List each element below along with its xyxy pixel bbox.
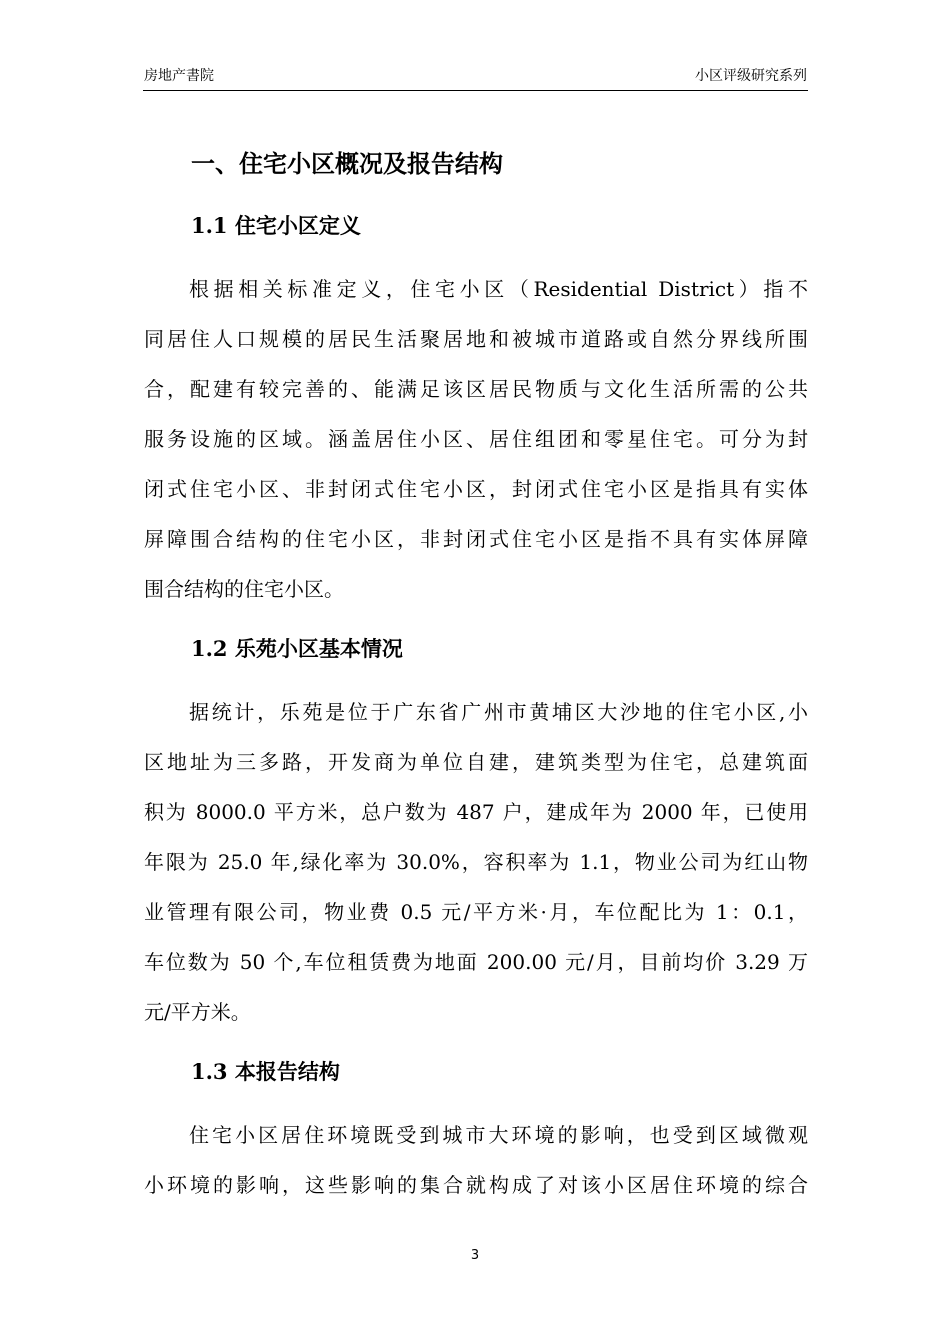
header-right-text: 小区评级研究系列 xyxy=(695,68,807,84)
section-heading-1-1: 1.1 住宅小区定义 xyxy=(191,213,361,238)
text-line: 住宅小区居住环境既受到城市大环境的影响，也受到区域微观 xyxy=(189,1123,808,1147)
text-line: 车位数为 50 个,车位租赁费为地面 200.00 元/月，目前均价 3.29 万 xyxy=(144,950,808,974)
text-line: 屏障围合结构的住宅小区，非封闭式住宅小区是指不具有实体屏障 xyxy=(144,527,808,551)
section-heading-1-3: 1.3 本报告结构 xyxy=(191,1059,340,1084)
text-line: 同居住人口规模的居民生活聚居地和被城市道路或自然分界线所围 xyxy=(144,327,808,351)
text-line: 小环境的影响，这些影响的集合就构成了对该小区居住环境的综合 xyxy=(144,1173,808,1197)
text-line: 合，配建有较完善的、能满足该区居民物质与文化生活所需的公共 xyxy=(144,377,808,401)
text-line: 业管理有限公司，物业费 0.5 元/平方米·月，车位配比为 1：0.1， xyxy=(144,900,808,924)
header-left-text: 房地产書院 xyxy=(144,68,214,84)
chapter-heading: 一、住宅小区概况及报告结构 xyxy=(191,149,503,178)
text-line: 年限为 25.0 年,绿化率为 30.0%，容积率为 1.1，物业公司为红山物 xyxy=(144,850,808,874)
paragraph-report-structure xyxy=(144,1110,808,1210)
text-line: 服务设施的区域。涵盖居住小区、居住组团和零星住宅。可分为封 xyxy=(144,427,808,451)
text-line: 区地址为三多路，开发商为单位自建，建筑类型为住宅，总建筑面 xyxy=(144,750,808,774)
text-line: 积为 8000.0 平方米，总户数为 487 户，建成年为 2000 年，已使用 xyxy=(144,800,808,824)
text-line: 闭式住宅小区、非封闭式住宅小区，封闭式住宅小区是指具有实体 xyxy=(144,477,808,501)
text-line: 元/平方米。 xyxy=(144,1000,251,1024)
text-line: 据统计，乐苑是位于广东省广州市黄埔区大沙地的住宅小区,小 xyxy=(189,700,808,724)
page-number: 3 xyxy=(470,1248,480,1263)
paragraph-community-overview xyxy=(144,687,808,1037)
paragraph-residential-definition xyxy=(144,264,808,614)
section-heading-1-2: 1.2 乐苑小区基本情况 xyxy=(191,636,403,661)
header-rule xyxy=(143,90,808,91)
text-line: 围合结构的住宅小区。 xyxy=(144,577,344,601)
text-line: 根据相关标准定义，住宅小区（Residential District）指不 xyxy=(189,277,808,301)
